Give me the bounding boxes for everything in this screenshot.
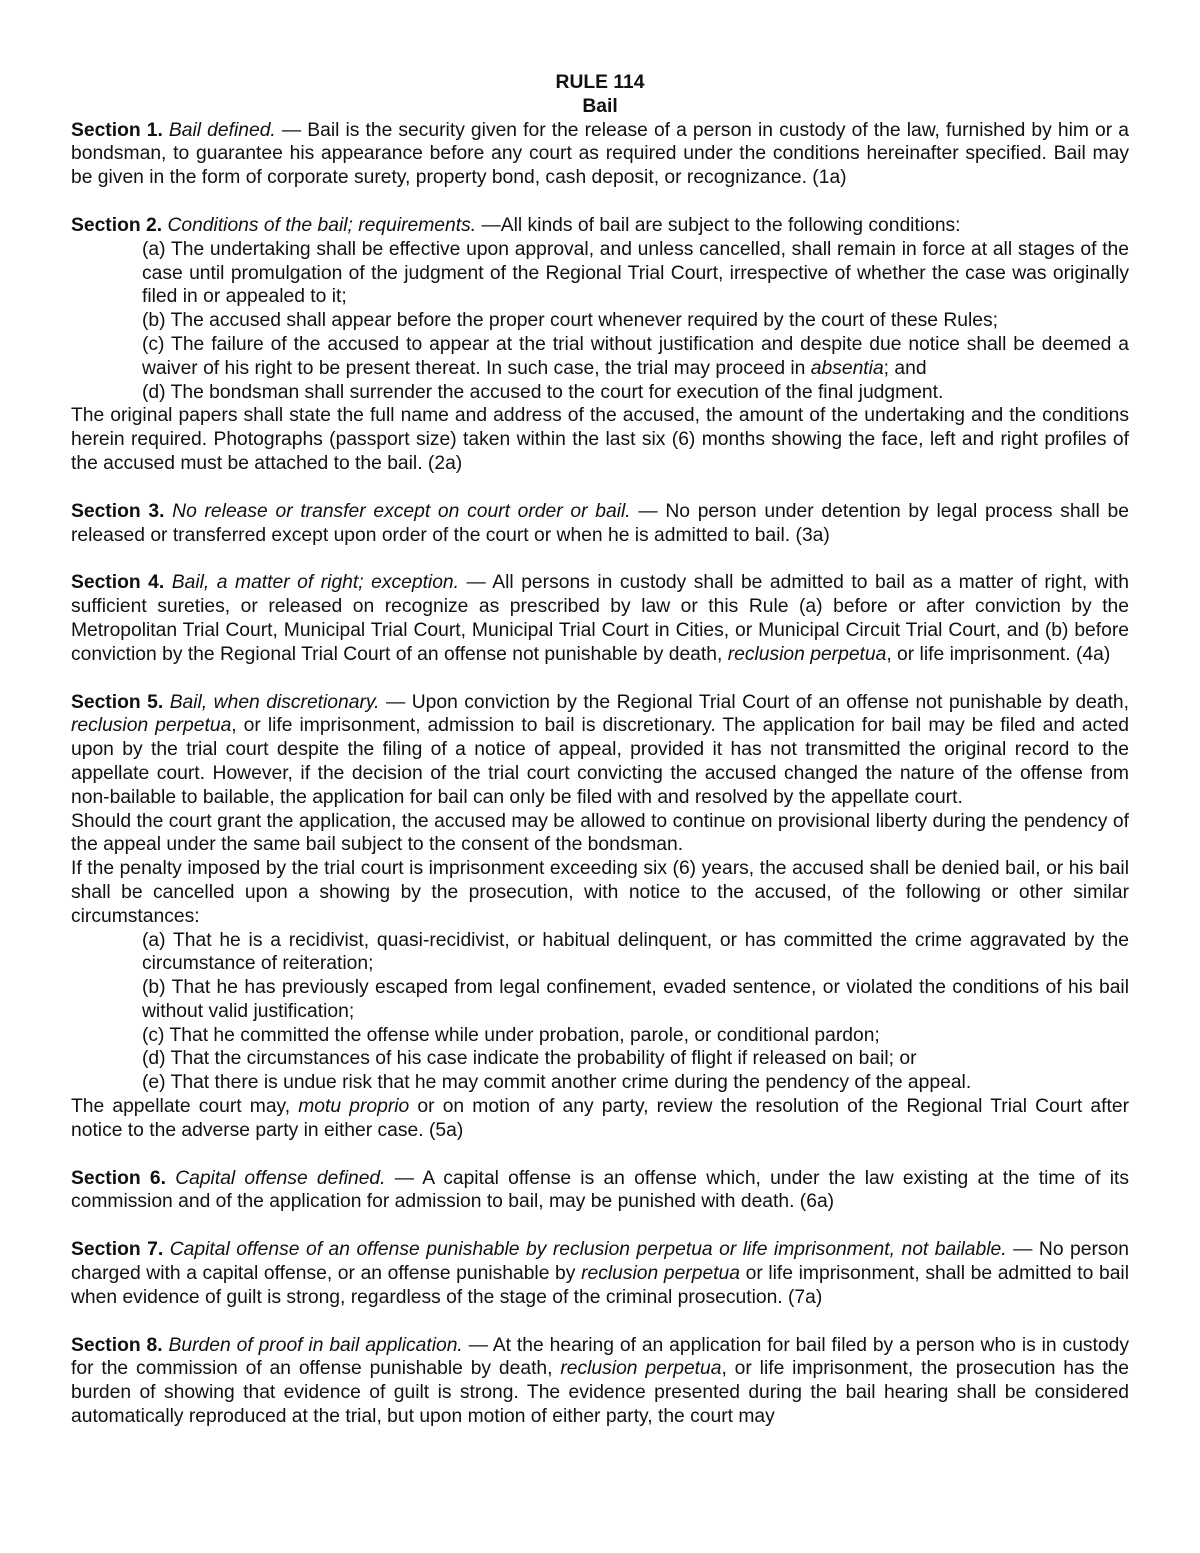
section-number: Section 7. [71,1239,164,1261]
rule-number: RULE 114 [555,72,645,93]
list-item: (a) That he is a recidivist, quasi-recidivist, or habitual delinquent, or has committed the crime aggravated by the circumstance of reiteration; [142,929,1129,975]
italic-term: reclusion perpetua [581,1263,740,1285]
document-page [71,71,1129,1429]
section-1 [71,119,1129,190]
section-heading: Burden of proof in bail application. [168,1334,463,1356]
list-item: (c) The failure of the accused to appear at the trial without justification and despite due notice shall be deemed a waiver of his right to be present thereat. In such case, the trial may proceed in absentia; and [142,333,1129,379]
section-heading: Capital offense defined. [175,1167,386,1189]
section-number: Section 3. [71,500,165,522]
section-number: Section 2. [71,214,163,236]
section-heading: Bail defined. [168,119,276,141]
section-number: Section 8. [71,1334,163,1356]
section-heading: Conditions of the bail; requirements. [167,214,477,236]
rule-title: Bail [582,95,618,117]
section-heading: Bail, when discretionary. [169,691,380,713]
paragraph: The appellate court may, motu proprio or on motion of any party, review the resolution of the Regional Trial Court after notice to the adverse party in either case. (5a) [71,1096,1129,1141]
section-heading: Capital offense of an offense punishable by reclusion perpetua or life imprisonment, not bailable. [169,1239,1007,1261]
section-6 [71,1167,1129,1215]
section-heading: No release or transfer except on court order or bail. [172,500,631,522]
section-2 [71,214,1129,238]
section-7: Section 7. Capital offense of an offense punishable by reclusion perpetua or life imprisonment, not bailable. — No person charged with a capital offense, or an offense punishable by reclusion perpetua or life imprisonment, shall be admitted to bail when evidence of guilt is strong, regardless of the stage of the criminal prosecution. (7a) [71,1239,1129,1308]
paragraph: If the penalty imposed by the trial court is imprisonment exceeding six (6) years, the accused shall be denied bail, or his bail shall be cancelled upon a showing by the prosecution, with notice to the accused, of the following or other similar circumstances: [71,858,1129,927]
section-text: — Bail is the security given for the release of a person in custody of the law, furnished by him or a bondsman, to guarantee his appearance before any court as required under the conditions hereinafter specified. Bail may be given in the form of corporate surety, property bond, cash deposit, or recognizance. (1a) [71,119,1129,189]
section-heading: Bail, a matter of right; exception. [171,572,460,594]
section-5: Section 5. Bail, when discretionary. — Upon conviction by the Regional Trial Court of an offense not punishable by death, reclusion perpetua, or life imprisonment, admission to bail is discretionary. The application for bail may be filed and acted upon by the trial court despite the filing of a notice of appeal, provided it has not transmitted the original record to the appellate court. However, if the decision of the trial court convicting the accused changed the nature of the offense from non-bailable to bailable, the application for bail can only be filed with and resolved by the appellate court. [71,691,1130,808]
list-item: (d) That the circumstances of his case indicate the probability of flight if released on bail; or [142,1048,917,1070]
section-4: Section 4. Bail, a matter of right; exception. — All persons in custody shall be admitted to bail as a matter of right, with sufficient sureties, or released on recognize as prescribed by law or this Rule (a) before or after conviction by the Metropolitan Trial Court, Municipal Trial Court, Municipal Trial Court in Cities, or Municipal Circuit Trial Court, and (b) before conviction by the Regional Trial Court of an offense not punishable by death, reclusion perpetua, or life imprisonment. (4a) [71,572,1130,665]
list-item: (c) That he committed the offense while under probation, parole, or conditional pardon; [142,1024,880,1046]
italic-term: reclusion perpetua [560,1358,722,1380]
paragraph: Should the court grant the application, the accused may be allowed to continue on provisional liberty during the pendency of the appeal under the same bail subject to the consent of the bondsman. [71,810,1129,856]
section-3 [71,500,1129,548]
section-text: —All kinds of bail are subject to the following conditions: [476,214,961,236]
section-number: Section 5. [71,691,164,713]
italic-term: motu proprio [298,1096,410,1118]
paragraph: The original papers shall state the full name and address of the accused, the amount of the undertaking and the conditions herein required. Photographs (passport size) taken within the last six (6) months showing the face, left and right profiles of the accused must be attached to the bail. (2a) [71,405,1129,474]
section-text: — A capital offense is an offense which, under the law existing at the time of its commission and of the application for admission to bail, may be punished with death. (6a) [71,1167,1130,1213]
section-text: — All persons in custody shall be admitted to bail as a matter of right, with sufficient sureties, or released on recognize as prescribed by law or this Rule (a) before or after conviction by the Metropolitan Trial Court, Municipal Trial Court, Municipal Trial Court in Cities, or Municipal Circuit Trial Court, and (b) before conviction by the Regional Trial Court of an offense not punishable by death, [71,572,1130,665]
list-item: (b) That he has previously escaped from legal confinement, evaded sentence, or violated the conditions of his bail without valid justification; [142,977,1129,1022]
italic-term: reclusion perpetua [71,715,232,737]
section-number: Section 6. [71,1167,166,1189]
section-number: Section 1. [71,119,163,141]
italic-term: reclusion perpetua [727,643,887,665]
section-text: — Upon conviction by the Regional Trial Court of an offense not punishable by death, [379,691,1130,713]
list-item: (b) The accused shall appear before the proper court whenever required by the court of these Rules; [142,310,999,332]
list-item: (e) That there is undue risk that he may commit another crime during the pendency of the appeal. [142,1072,972,1094]
italic-term: absentia [810,357,884,379]
section-8: Section 8. Burden of proof in bail application. — At the hearing of an application for bail filed by a person who is in custody for the commission of an offense punishable by death, reclusion perpetua, or life imprisonment, the prosecution has the burden of showing that evidence of guilt is strong. The evidence presented during the bail hearing shall be considered automatically reproduced at the trial, but upon motion of either party, the court may [71,1334,1130,1428]
section-text: — No person charged with a capital offense, or an offense punishable by [71,1239,1129,1285]
list-item: (a) The undertaking shall be effective upon approval, and unless cancelled, shall remain in force at all stages of the case until promulgation of the judgment of the Regional Trial Court, irrespective of whether the case was originally filed in or appealed to it; [142,238,1129,308]
section-text: — At the hearing of an application for bail filed by a person who is in custody for the commission of an offense punishable by death, [71,1334,1130,1380]
section-number: Section 4. [71,572,165,594]
list-item: (d) The bondsman shall surrender the accused to the court for execution of the final judgment. [142,381,944,403]
section-text: — No person under detention by legal process shall be released or transferred except upon order of the court or when he is admitted to bail. (3a) [71,500,1130,546]
